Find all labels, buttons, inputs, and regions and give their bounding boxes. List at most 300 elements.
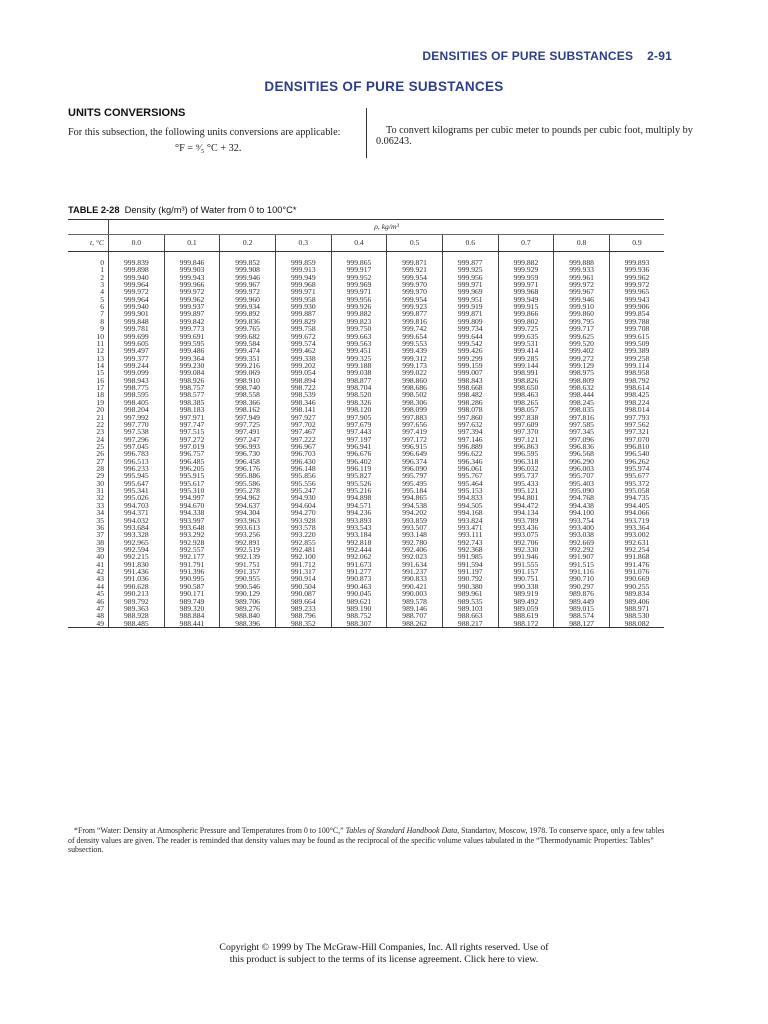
density-value: 993.002 [624, 530, 650, 540]
density-value: 999.531 [513, 338, 539, 348]
temperature-value: 48 [96, 611, 104, 621]
density-value: 989.363 [123, 603, 149, 613]
density-value: 994.801 [513, 493, 539, 503]
density-value: 998.860 [402, 375, 427, 385]
table-corner [68, 220, 109, 235]
density-value: 994.100 [569, 508, 594, 518]
density-cell [498, 517, 554, 554]
density-value: 996.993 [235, 441, 260, 451]
density-value: 999.848 [123, 316, 149, 326]
density-value: 998.346 [290, 397, 316, 407]
units-conversions-text: For this subsection, the following units conversions are applicable: [68, 127, 341, 138]
density-value: 998.843 [457, 375, 483, 385]
density-value: 999.968 [290, 280, 316, 290]
density-value: 992.100 [290, 552, 316, 562]
density-value: 995.915 [179, 471, 205, 481]
density-value: 999.654 [402, 331, 427, 341]
density-value: 999.563 [346, 338, 372, 348]
density-value: 993.859 [402, 515, 427, 525]
density-value: 994.637 [235, 500, 260, 510]
density-value: 988.619 [513, 611, 539, 621]
density-cell [164, 333, 220, 370]
density-value: 998.120 [346, 405, 372, 415]
density-value: 990.213 [123, 589, 149, 599]
density-value: 999.966 [179, 280, 205, 290]
density-cell [331, 553, 387, 590]
density-value: 994.670 [179, 500, 205, 510]
density-value: 995.464 [457, 478, 483, 488]
density-value: 999.842 [179, 316, 205, 326]
density-cell [331, 333, 387, 370]
density-cell [498, 333, 554, 370]
density-cell [442, 369, 498, 406]
density-value: 999.877 [457, 258, 483, 267]
density-value: 995.403 [569, 478, 594, 488]
density-cell [387, 252, 443, 296]
density-value: 995.153 [457, 486, 483, 496]
density-value: 992.631 [624, 537, 650, 547]
density-value: 998.482 [457, 390, 483, 400]
density-value: 990.873 [346, 574, 372, 584]
density-cell [387, 443, 443, 480]
density-value: 995.767 [457, 471, 483, 481]
density-value: 998.595 [123, 390, 149, 400]
density-value: 996.836 [569, 441, 594, 451]
density-value: 998.975 [569, 368, 594, 378]
density-value: 999.910 [569, 302, 594, 312]
density-value: 999.965 [624, 287, 650, 297]
temperature-cell [68, 443, 109, 480]
density-cell [498, 443, 554, 480]
density-cell [331, 252, 387, 296]
density-cell [275, 517, 331, 554]
density-value: 994.768 [569, 493, 594, 503]
table-row-group [68, 480, 664, 517]
density-cell [498, 590, 554, 627]
density-value: 994.371 [123, 508, 149, 518]
density-value: 999.906 [624, 302, 650, 312]
density-value: 999.750 [346, 324, 372, 334]
density-value: 997.197 [346, 434, 372, 444]
density-value: 991.237 [402, 567, 427, 577]
density-value: 989.059 [513, 603, 539, 613]
density-value: 997.838 [513, 412, 539, 422]
density-value: 999.520 [569, 338, 594, 348]
density-cell [498, 553, 554, 590]
density-value: 990.710 [569, 574, 594, 584]
density-value: 997.905 [346, 412, 372, 422]
density-cell [498, 480, 554, 517]
density-value: 996.119 [346, 464, 372, 474]
density-value: 999.486 [179, 346, 205, 356]
temperature-value: 17 [96, 383, 104, 393]
density-cell [609, 252, 664, 296]
density-value: 999.940 [123, 302, 149, 312]
density-value: 997.296 [123, 434, 149, 444]
density-value: 999.971 [346, 287, 372, 297]
density-value: 996.863 [513, 441, 539, 451]
density-value: 999.364 [179, 353, 205, 363]
column-header: 0.5 [387, 235, 443, 252]
density-value: 999.972 [179, 287, 205, 297]
density-value: 988.884 [179, 611, 205, 621]
density-value: 997.860 [457, 412, 483, 422]
density-value: 989.578 [402, 596, 427, 606]
copyright-line-1: Copyright © 1999 by The McGraw-Hill Companies, Inc. All rights reserved. Use of [219, 942, 549, 953]
column-header: 0.1 [164, 235, 220, 252]
density-value: 993.220 [290, 530, 316, 540]
density-value: 992.818 [346, 537, 372, 547]
temperature-value: 28 [96, 464, 104, 474]
density-cell [109, 369, 165, 406]
density-value: 995.058 [624, 486, 650, 496]
density-value: 999.402 [569, 346, 594, 356]
density-value: 996.233 [123, 464, 149, 474]
density-value: 999.615 [624, 331, 650, 341]
density-value: 999.946 [235, 272, 260, 282]
density-value: 993.578 [290, 522, 316, 532]
density-value: 997.883 [402, 412, 427, 422]
temperature-value: 18 [96, 390, 104, 400]
density-value: 996.003 [569, 464, 594, 474]
density-value: 999.930 [290, 302, 316, 312]
density-value: 990.914 [290, 574, 316, 584]
density-cell [387, 517, 443, 554]
density-value: 994.168 [457, 508, 483, 518]
density-value: 999.829 [290, 316, 316, 326]
density-value: 993.111 [458, 530, 483, 540]
density-value: 999.699 [123, 331, 149, 341]
density-value: 989.146 [402, 603, 427, 613]
density-value: 996.810 [624, 441, 650, 451]
density-value: 988.928 [123, 611, 149, 621]
density-value: 998.539 [290, 390, 316, 400]
column-header: 0.6 [442, 235, 498, 252]
density-value: 993.719 [624, 515, 650, 525]
density-cell [609, 296, 664, 333]
density-value: 999.923 [402, 302, 427, 312]
density-value: 990.045 [346, 589, 372, 599]
density-value: 995.707 [569, 471, 594, 481]
density-cell [164, 517, 220, 554]
temperature-value: 7 [100, 309, 104, 319]
density-cell [109, 333, 165, 370]
density-value: 997.538 [123, 427, 149, 437]
density-value: 999.542 [457, 338, 483, 348]
density-value: 999.919 [457, 302, 483, 312]
density-value: 990.421 [402, 581, 427, 591]
density-value: 999.871 [457, 309, 483, 319]
density-value: 990.463 [346, 581, 372, 591]
density-value: 999.069 [235, 368, 260, 378]
temperature-value: 23 [96, 427, 104, 437]
density-value: 999.972 [624, 280, 650, 290]
density-value: 995.974 [624, 464, 650, 474]
density-cell [275, 333, 331, 370]
density-value: 994.472 [513, 500, 539, 510]
copyright-notice[interactable] [0, 942, 768, 965]
table-row-group [68, 590, 664, 627]
density-value: 999.962 [624, 272, 650, 282]
temperature-value: 41 [96, 559, 104, 569]
table-row-group [68, 517, 664, 554]
density-value: 993.364 [624, 522, 650, 532]
density-value: 989.664 [290, 596, 316, 606]
density-value: 998.286 [457, 397, 483, 407]
density-value: 999.099 [123, 368, 149, 378]
density-value: 999.414 [513, 346, 539, 356]
density-value: 990.833 [402, 574, 427, 584]
density-cell [387, 369, 443, 406]
density-value: 992.557 [179, 544, 205, 554]
density-value: 990.792 [457, 574, 483, 584]
density-value: 998.558 [235, 390, 260, 400]
density-value: 996.889 [457, 441, 483, 451]
density-value: 999.202 [290, 360, 316, 370]
density-cell [442, 252, 498, 296]
density-value: 999.022 [402, 368, 427, 378]
density-value: 998.224 [624, 397, 650, 407]
density-value: 993.184 [346, 530, 372, 540]
density-value: 989.961 [457, 589, 483, 599]
density-value: 990.171 [179, 589, 205, 599]
density-value: 994.604 [290, 500, 316, 510]
density-value: 989.103 [457, 603, 483, 613]
density-cell [442, 590, 498, 627]
density-value: 999.917 [346, 265, 372, 275]
density-value: 989.876 [569, 589, 594, 599]
density-value: 999.553 [402, 338, 427, 348]
density-value: 999.439 [402, 346, 427, 356]
density-value: 999.971 [290, 287, 316, 297]
density-value: 997.272 [179, 434, 205, 444]
density-value: 999.956 [457, 272, 483, 282]
density-value: 999.781 [123, 324, 149, 334]
density-value: 988.172 [513, 618, 539, 628]
temperature-value: 37 [96, 530, 104, 540]
density-value: 997.609 [513, 419, 539, 429]
density-cell [554, 517, 610, 554]
density-cell [275, 296, 331, 333]
density-value: 995.216 [346, 486, 372, 496]
density-value: 997.562 [624, 419, 650, 429]
density-value: 999.823 [346, 316, 372, 326]
temperature-value: 12 [96, 346, 104, 356]
density-value: 999.144 [513, 360, 539, 370]
density-value: 998.444 [569, 390, 594, 400]
temperature-value: 1 [100, 265, 104, 275]
density-value: 999.901 [123, 309, 149, 319]
density-value: 999.970 [402, 287, 427, 297]
density-value: 999.765 [235, 324, 260, 334]
density-value: 990.628 [123, 581, 149, 591]
density-value: 999.967 [235, 280, 260, 290]
density-cell [554, 443, 610, 480]
density-value: 999.426 [457, 346, 483, 356]
density-value: 995.586 [235, 478, 260, 488]
density-value: 998.809 [569, 375, 594, 385]
column-header: 0.4 [331, 235, 387, 252]
density-value: 995.886 [235, 471, 260, 481]
density-value: 997.096 [569, 434, 594, 444]
density-value: 996.649 [402, 449, 427, 459]
density-cell [609, 406, 664, 443]
density-value: 991.157 [513, 567, 539, 577]
density-value: 991.634 [402, 559, 427, 569]
temperature-value: 14 [96, 360, 104, 370]
density-value: 994.703 [123, 500, 149, 510]
density-value: 990.003 [402, 589, 427, 599]
density-value: 999.962 [179, 294, 205, 304]
density-value: 999.809 [457, 316, 483, 326]
density-value: 998.686 [402, 383, 427, 393]
density-cell [387, 480, 443, 517]
density-value: 996.458 [235, 456, 260, 466]
density-value: 999.961 [569, 272, 594, 282]
density-cell [387, 333, 443, 370]
density-value: 996.318 [513, 456, 539, 466]
copyright-line-2[interactable]: this product is subject to the terms of its license agreement. Click here to view. [229, 953, 539, 965]
temperature-value: 16 [96, 375, 104, 385]
density-value: 988.217 [457, 618, 483, 628]
density-value: 998.520 [346, 390, 372, 400]
density-value: 989.190 [346, 603, 372, 613]
density-cell [275, 590, 331, 627]
density-value: 991.317 [290, 567, 316, 577]
density-value: 990.129 [235, 589, 260, 599]
density-value: 999.802 [513, 316, 539, 326]
density-value: 999.574 [290, 338, 316, 348]
density-value: 998.099 [402, 405, 427, 415]
density-value: 992.406 [402, 544, 427, 554]
temperature-value: 45 [96, 589, 104, 599]
density-value: 999.717 [569, 324, 594, 334]
density-cell [164, 296, 220, 333]
density-value: 989.535 [457, 596, 483, 606]
density-value: 990.546 [235, 581, 260, 591]
density-value: 995.121 [513, 486, 539, 496]
density-cell [220, 406, 276, 443]
density-value: 990.504 [290, 581, 316, 591]
density-value: 996.061 [457, 464, 483, 474]
density-value: 998.926 [179, 375, 205, 385]
density-value: 999.971 [457, 280, 483, 290]
density-cell [164, 443, 220, 480]
density-value: 999.960 [235, 294, 260, 304]
density-value: 996.540 [624, 449, 650, 459]
density-value: 992.330 [513, 544, 539, 554]
temperature-value: 11 [96, 338, 104, 348]
density-value: 988.262 [402, 618, 427, 628]
density-cell [164, 252, 220, 296]
density-value: 999.084 [179, 368, 205, 378]
density-value: 999.188 [346, 360, 372, 370]
density-value: 997.394 [457, 427, 483, 437]
density-value: 999.285 [513, 353, 539, 363]
density-cell [275, 406, 331, 443]
density-value: 995.617 [179, 478, 205, 488]
density-value: 994.032 [123, 515, 149, 525]
density-value: 998.894 [290, 375, 316, 385]
density-cell [220, 369, 276, 406]
density-value: 992.139 [235, 552, 260, 562]
density-value: 997.222 [290, 434, 316, 444]
density-cell [442, 443, 498, 480]
density-value: 998.650 [513, 383, 539, 393]
density-value: 992.292 [569, 544, 594, 554]
density-value: 996.402 [346, 456, 372, 466]
density-value: 991.907 [569, 552, 594, 562]
density-value: 999.691 [179, 331, 205, 341]
density-value: 989.749 [179, 596, 205, 606]
density-value: 996.290 [569, 456, 594, 466]
temperature-cell [68, 252, 109, 296]
temperature-value: 8 [100, 316, 104, 326]
density-value: 998.958 [624, 368, 650, 378]
density-cell [498, 369, 554, 406]
density-value: 992.706 [513, 537, 539, 547]
density-value: 999.913 [290, 265, 316, 275]
density-value: 988.307 [346, 618, 372, 628]
density-value: 997.949 [235, 412, 260, 422]
density-value: 999.865 [346, 258, 372, 267]
density-value: 999.897 [179, 309, 205, 319]
density-value: 995.797 [402, 471, 427, 481]
footnote-source-title: Tables of Standard Handbook Data [345, 826, 458, 835]
density-value: 999.663 [346, 331, 372, 341]
density-cell [442, 553, 498, 590]
density-value: 996.703 [290, 449, 316, 459]
density-value: 994.865 [402, 493, 427, 503]
density-value: 999.625 [569, 331, 594, 341]
density-cell [275, 252, 331, 296]
density-value: 999.708 [624, 324, 650, 334]
density-value: 992.215 [123, 552, 149, 562]
temperature-value: 42 [96, 567, 104, 577]
density-value: 999.836 [235, 316, 260, 326]
density-value: 999.958 [290, 294, 316, 304]
temperature-cell [68, 553, 109, 590]
density-value: 995.247 [290, 486, 316, 496]
density-value: 997.992 [123, 412, 149, 422]
temperature-value: 31 [96, 486, 104, 496]
density-value: 995.526 [346, 478, 372, 488]
density-value: 999.497 [123, 346, 149, 356]
temperature-value: 47 [96, 603, 104, 613]
temperature-cell [68, 333, 109, 370]
density-value: 994.930 [290, 493, 316, 503]
density-value: 997.679 [346, 419, 372, 429]
density-value: 999.972 [235, 287, 260, 297]
density-value: 988.441 [179, 618, 205, 628]
density-value: 994.538 [402, 500, 427, 510]
density-value: 993.824 [457, 515, 483, 525]
density-value: 998.014 [624, 405, 650, 415]
density-value: 991.357 [235, 567, 260, 577]
density-value: 998.366 [235, 397, 260, 407]
density-value: 999.898 [123, 265, 149, 275]
density-cell [109, 553, 165, 590]
density-value: 991.791 [179, 559, 205, 569]
density-value: 988.127 [569, 618, 594, 628]
density-value: 999.129 [569, 360, 594, 370]
density-value: 992.444 [346, 544, 372, 554]
density-value: 999.173 [402, 360, 427, 370]
density-value: 999.925 [457, 265, 483, 275]
density-value: 989.834 [624, 589, 650, 599]
density-value: 994.405 [624, 500, 650, 510]
density-cell [442, 517, 498, 554]
